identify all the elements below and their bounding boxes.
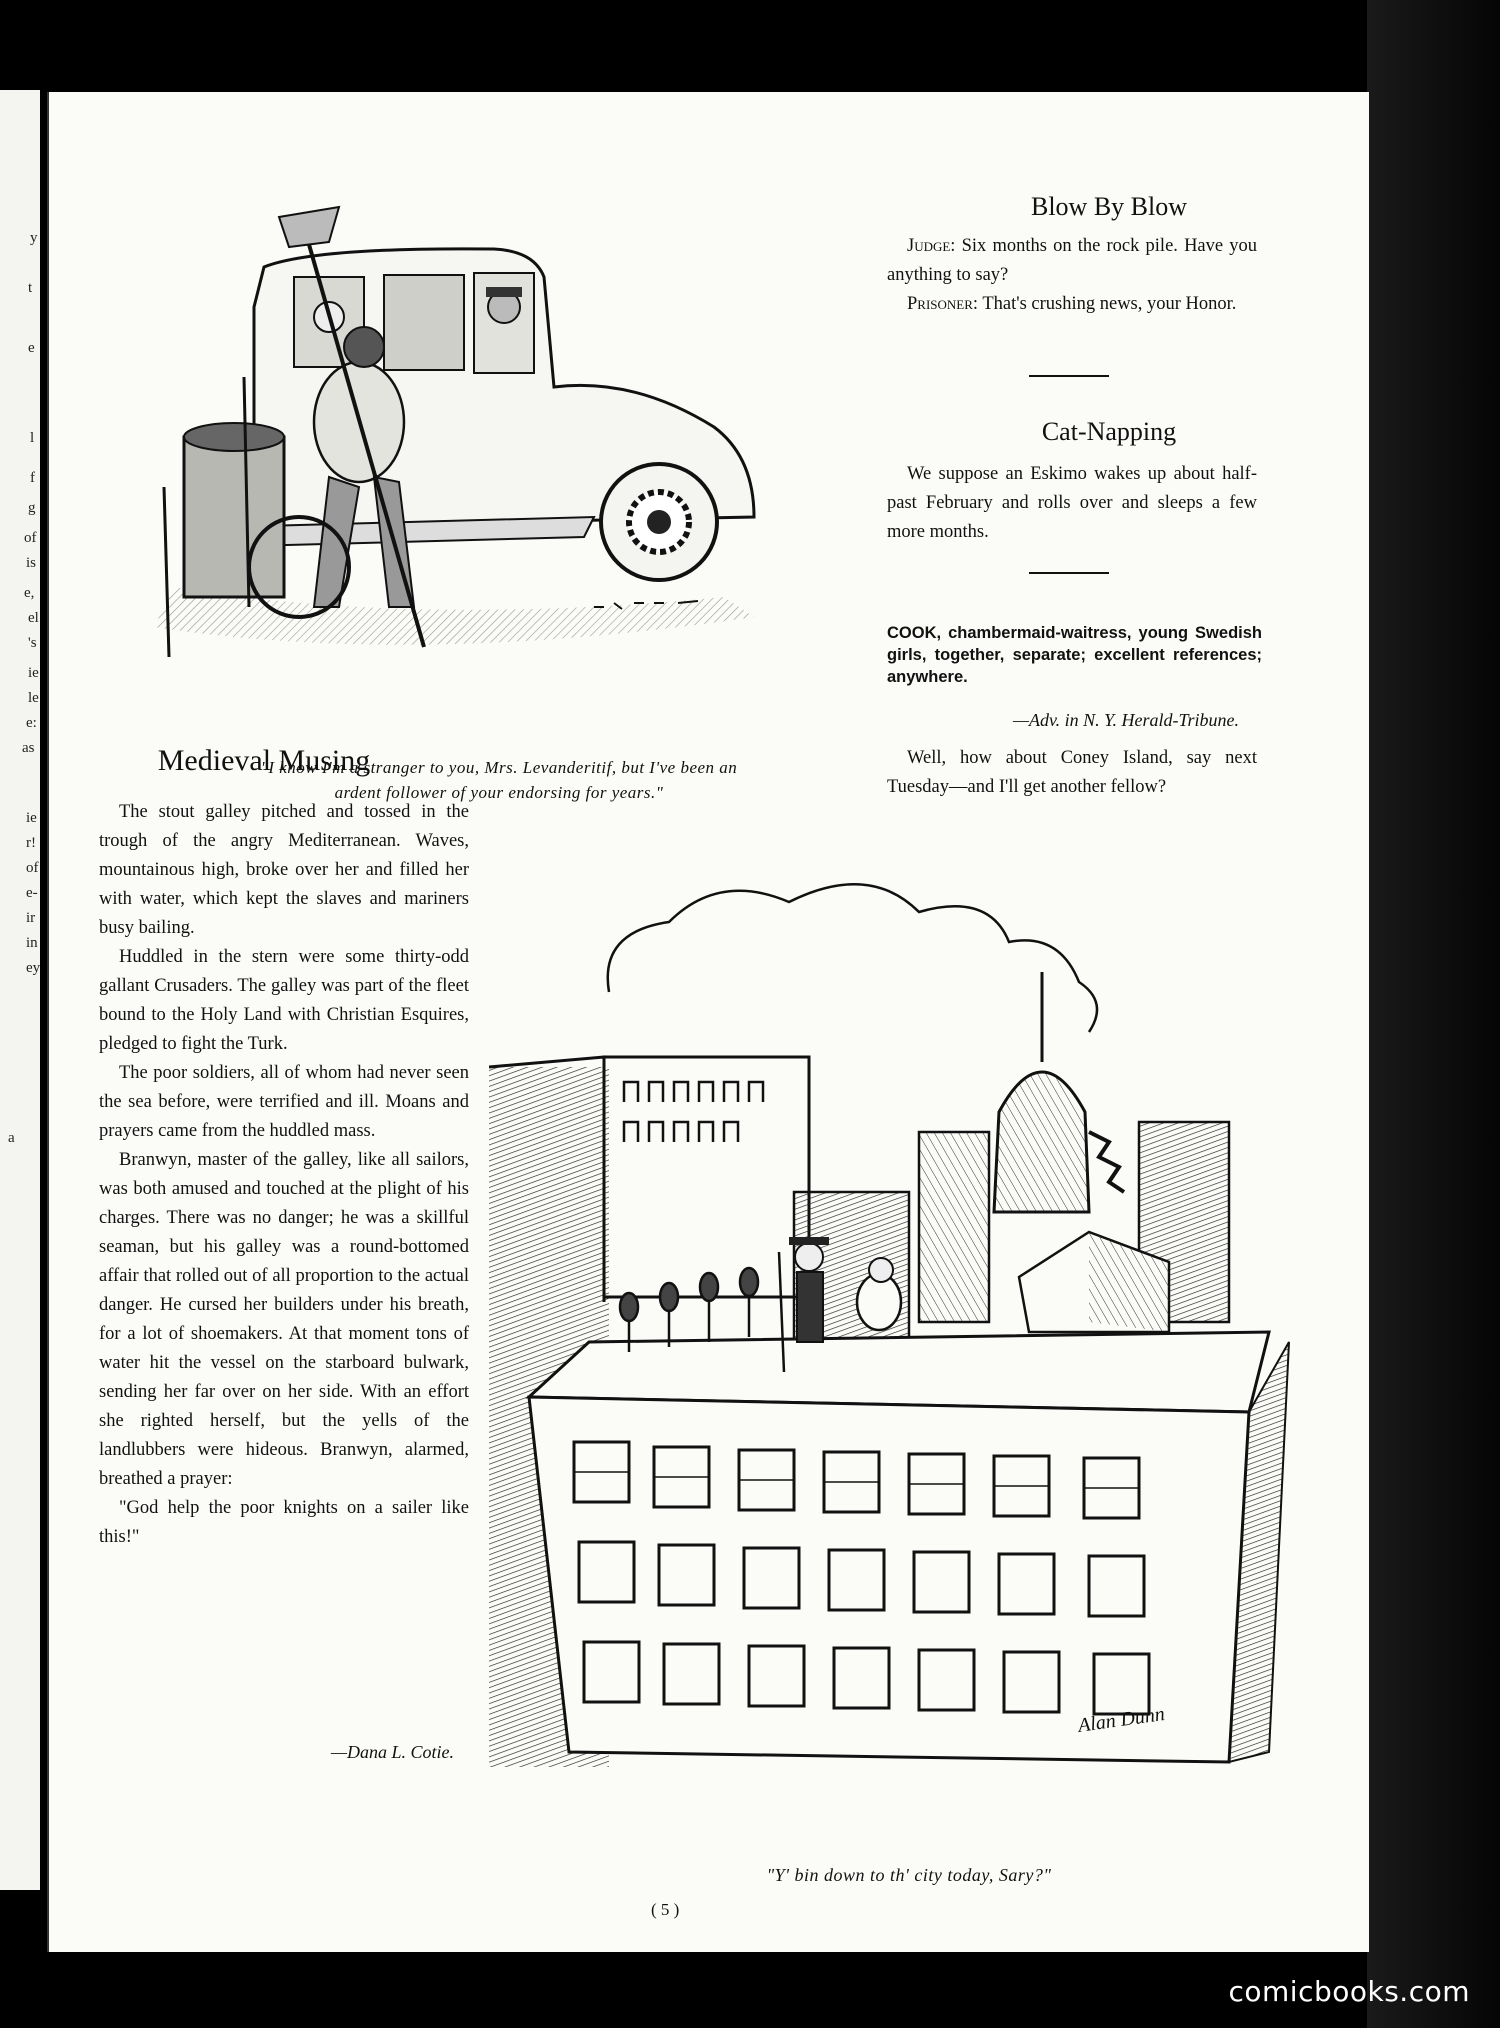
section-divider [1029,572,1109,574]
cat-napping-paragraph: We suppose an Eskimo wakes up about half-past February and rolls over and sleeps a few more months. [887,464,1257,542]
margin-fragment: ie [28,665,39,681]
article-author: —Dana L. Cotie. [330,1742,454,1762]
margin-fragment: r! [26,835,36,851]
margin-fragment: 's [28,635,37,651]
margin-fragment: g [28,500,36,516]
margin-fragment: of [24,530,37,546]
margin-fragment: e [28,340,35,356]
ad-response [887,744,1257,802]
caption-line: ardent follower of your endorsing for years." [334,782,664,802]
margin-fragment: ey [26,960,41,976]
caption-line: "I know I'm a stranger to you, Mrs. Levanderitif, but I've been an [260,758,738,777]
margin-fragment: t [28,280,33,296]
margin-fragment: in [26,935,38,951]
article-paragraph: The stout galley pitched and tossed in the trough of the angry Mediterranean. Waves, mountainous high, broke over her and filled her with water, which kept the slaves and mariners busy bailing. [99,802,469,938]
scan-shadow [1367,0,1500,2028]
margin-fragment: le [28,690,39,706]
judge-speaker: Judge: [907,236,956,256]
margin-fragment: of [26,860,39,876]
margin-fragment: y [30,230,38,246]
article-paragraph: Huddled in the stern were some thirty-odd gallant Crusaders. The galley was part of the fleet bound to the Holy Land with Christian Esquires, pledged to fight the Turk. [99,947,469,1054]
margin-fragment: e- [26,885,38,901]
margin-fragment: el [28,610,39,626]
magazine-page [47,92,1369,1952]
margin-fragment: as [22,740,35,756]
ad-response-paragraph: Well, how about Coney Island, say next Tuesday—and I'll get another fellow? [887,748,1257,797]
blow-by-blow-title: Blow By Blow [1030,192,1188,221]
margin-fragment: is [26,555,37,571]
margin-fragment: f [30,470,35,486]
medieval-musing-article [99,798,469,1552]
cat-napping-title: Cat-Napping [1041,417,1177,446]
car-cartoon-illustration [114,187,834,727]
artist-signature: Alan Dunn [1076,1703,1167,1737]
rooftop-farm-cartoon-illustration [489,852,1299,1812]
classified-ad-quote: COOK, chambermaid-waitress, young Swedish girls, together, separate; excellent references; anywhere. [887,624,1262,686]
margin-fragment: e, [24,585,35,601]
medieval-musing-title: Medieval Musing [157,744,371,777]
prisoner-speaker: Prisoner: [907,294,979,314]
margin-fragment: ie [26,810,37,826]
previous-page-edge [0,90,40,1890]
prisoner-line: That's crushing news, your Honor. [982,294,1237,314]
site-watermark: comicbooks.com [1228,1975,1470,2008]
article-paragraph: Branwyn, master of the galley, like all sailors, was both amused and touched at the plight of his charges. There was no danger; he was a skillful seaman, but his galley was a round-bottomed affair that rolled out of all proportion to the actual danger. He cursed her builders under his breath, for a lot of shoemakers. At that moment tons of water hit the vessel on the starboard bulwark, sending her far over on her side. With an effort she righted herself, but the yells of the landlubbers were hideous. Branwyn, alarmed, breathed a prayer: [99,1150,469,1489]
article-paragraph: The poor soldiers, all of whom had never seen the sea before, were terrified and ill. Moans and prayers came from the huddled mass. [99,1063,469,1141]
margin-fragment: ir [26,910,36,926]
cat-napping-text [887,460,1257,547]
judge-line: Six months on the rock pile. Have you anything to say? [887,236,1258,285]
margin-fragment: l [30,430,35,446]
margin-fragment: a [8,1130,15,1146]
page-number: ( 5 ) [651,1900,680,1919]
margin-fragment: e: [26,715,37,731]
article-paragraph: "God help the poor knights on a sailer like this!" [99,1498,469,1547]
bottom-cartoon-caption: "Y' bin down to th' city today, Sary?" [766,1865,1052,1885]
ad-source: —Adv. in N. Y. Herald-Tribune. [1012,710,1239,730]
blow-by-blow-text [887,232,1257,319]
section-divider [1029,375,1109,377]
